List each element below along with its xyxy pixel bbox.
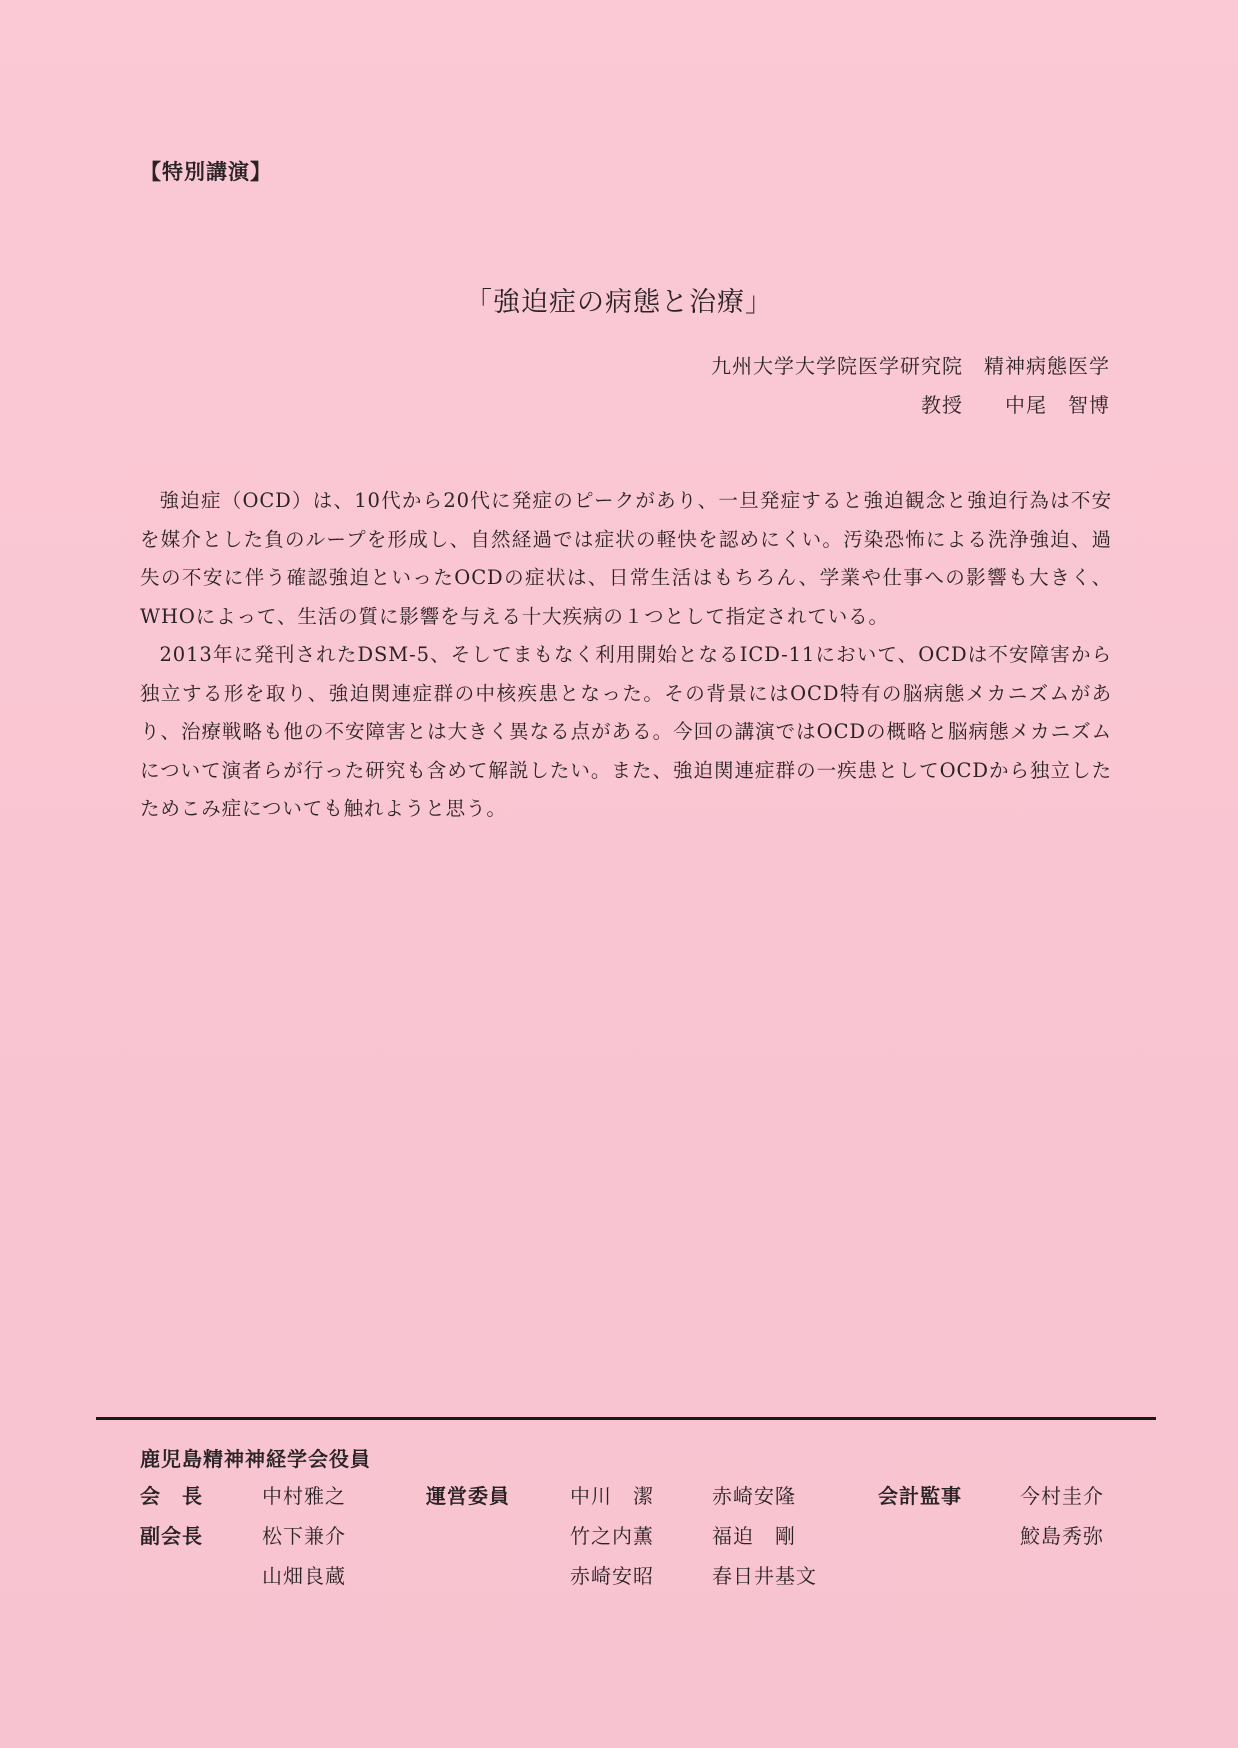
president-name: 中村雅之 (262, 1484, 346, 1508)
committee-member: 中川 潔 (570, 1484, 654, 1508)
auditor-name: 今村圭介 (1020, 1484, 1104, 1508)
committee-member: 春日井基文 (712, 1564, 817, 1588)
committee-member: 福迫 剛 (712, 1524, 796, 1548)
vice-president-name: 松下兼介 (262, 1524, 346, 1548)
speaker-position: 教授 (921, 393, 963, 417)
committee-label: 運営委員 (426, 1484, 510, 1508)
committee-member: 赤崎安隆 (712, 1484, 796, 1508)
section-label: 【特別講演】 (140, 160, 272, 184)
auditor-label: 会計監事 (878, 1484, 962, 1508)
divider-rule (96, 1417, 1156, 1420)
committee-member: 竹之内薫 (570, 1524, 654, 1548)
vice-president-label: 副会長 (140, 1524, 203, 1548)
committee-member: 赤崎安昭 (570, 1564, 654, 1588)
president-label: 会 長 (140, 1484, 203, 1508)
roster-title: 鹿児島精神神経学会役員 (140, 1447, 371, 1471)
vice-president-name: 山畑良蔵 (262, 1564, 346, 1588)
auditor-name: 鮫島秀弥 (1020, 1524, 1104, 1548)
speaker-line (921, 389, 1110, 418)
abstract-paragraph-1: 強迫症（OCD）は、10代から20代に発症のピークがあり、一旦発症すると強迫観念と強迫行為は不安を媒介とした負のループを形成し、自然経過では症状の軽快を認めにくい。汚染恐怖による洗浄強迫、過失の不安に伴う確認強迫といったOCDの症状は、日常生活はもちろん、学業や仕事への影響も大きく、WHOによって、生活の質に影響を与える十大疾病の１つとして指定されている。 (140, 489, 1112, 628)
speaker-name: 中尾 智博 (1005, 393, 1110, 417)
abstract-paragraph-2: 2013年に発刊されたDSM-5、そしてまもなく利用開始となるICD-11において、OCDは不安障害から独立する形を取り、強迫関連症群の中核疾患となった。その背景にはOCD特有の脳病態メカニズムがあり、治療戦略も他の不安障害とは大きく異なる点がある。今回の講演ではOCDの概略と脳病態メカニズムについて演者らが行った研究も含めて解説したい。また、強迫関連症群の一疾患としてOCDから独立したためこみ症についても触れようと思う。 (140, 643, 1112, 820)
abstract-body (140, 482, 1112, 829)
speaker-affiliation: 九州大学大学院医学研究院 精神病態医学 (711, 354, 1110, 378)
officer-roster (0, 1480, 1238, 1620)
lecture-title: 「強迫症の病態と治療」 (465, 287, 773, 318)
